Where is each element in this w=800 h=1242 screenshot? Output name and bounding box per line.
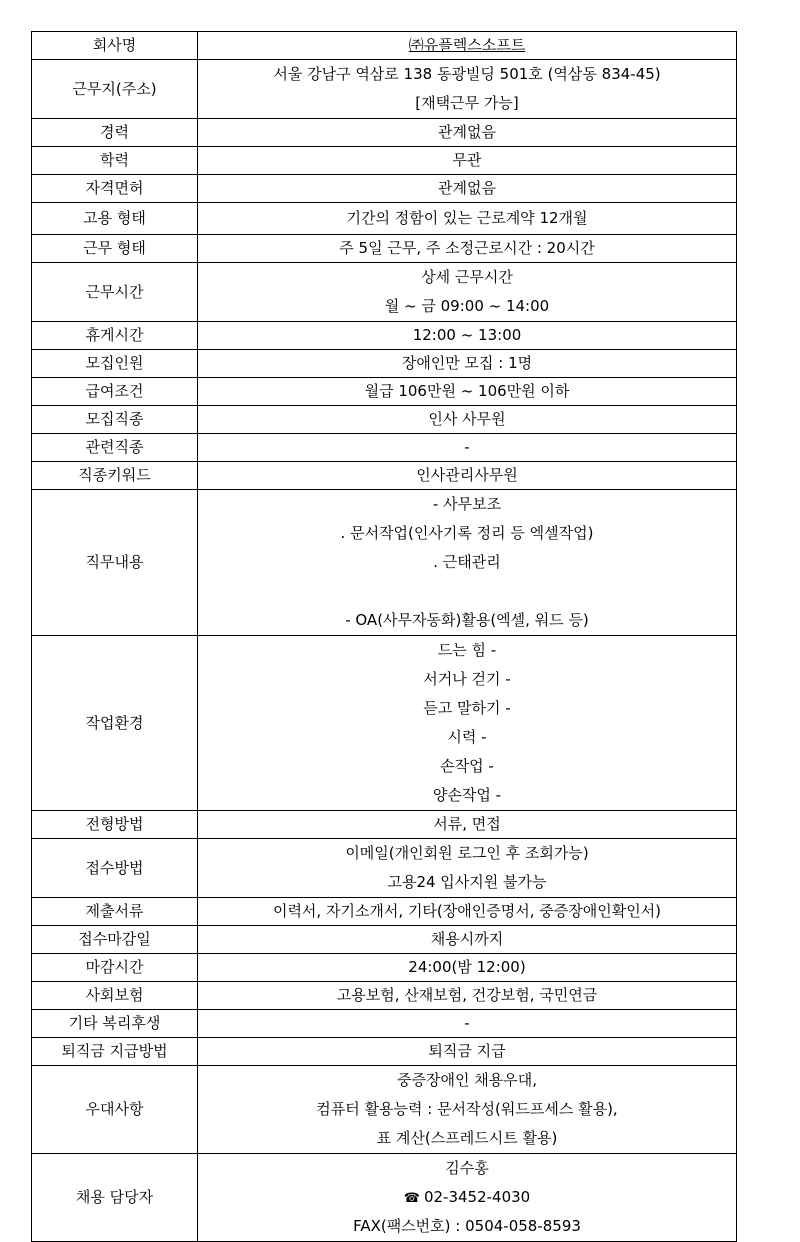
row-address	[32, 60, 737, 119]
value-work-environment	[198, 636, 737, 811]
value-insurance: 고용보험, 산재보험, 건강보험, 국민연금	[198, 982, 737, 1010]
row-job-description	[32, 490, 737, 636]
row-company	[32, 32, 737, 60]
value-education: 무관	[198, 147, 737, 175]
label-related-job: 관련직종	[32, 434, 198, 462]
duty-line: . 문서작업(인사기록 정리 등 엑셀작업)	[340, 524, 594, 542]
label-contact: 채용 담당자	[32, 1154, 198, 1242]
preference-line: 컴퓨터 활용능력 : 문서작성(워드프세스 활용),	[316, 1100, 618, 1118]
contact-name: 김수홍	[445, 1159, 489, 1177]
label-preference: 우대사항	[32, 1066, 198, 1154]
label-job-keyword: 직종키워드	[32, 462, 198, 490]
application-line: 이메일(개인회원 로그인 후 조회가능)	[345, 844, 589, 862]
label-job-description: 직무내용	[32, 490, 198, 636]
value-closing-time: 24:00(밤 12:00)	[198, 954, 737, 982]
value-selection-method: 서류, 면접	[198, 811, 737, 839]
label-salary: 급여조건	[32, 378, 198, 406]
value-headcount: 장애인만 모집 : 1명	[198, 350, 737, 378]
environment-line: 손작업 -	[440, 757, 494, 775]
telephone-icon: ☎	[403, 1191, 420, 1206]
row-related-job	[32, 434, 737, 462]
value-documents: 이력서, 자기소개서, 기타(장애인증명서, 중증장애인확인서)	[198, 898, 737, 926]
row-insurance	[32, 982, 737, 1010]
value-job-keyword: 인사관리사무원	[198, 462, 737, 490]
duty-line: - 사무보조	[432, 495, 502, 513]
label-deadline: 접수마감일	[32, 926, 198, 954]
row-break-time	[32, 322, 737, 350]
application-line: 고용24 입사지원 불가능	[387, 873, 547, 891]
contact-phone-line	[202, 1183, 732, 1212]
row-application-method	[32, 839, 737, 898]
row-work-hours	[32, 263, 737, 322]
row-job-keyword	[32, 462, 737, 490]
row-closing-time	[32, 954, 737, 982]
value-address	[198, 60, 737, 119]
row-contact	[32, 1154, 737, 1242]
value-job-description	[198, 490, 737, 636]
preference-line: 표 계산(스프레드시트 활용)	[376, 1129, 558, 1147]
row-severance	[32, 1038, 737, 1066]
label-welfare: 기타 복리후생	[32, 1010, 198, 1038]
duty-line: - OA(사무자동화)활용(엑셀, 워드 등)	[345, 611, 589, 629]
row-job-category	[32, 406, 737, 434]
value-work-type: 주 5일 근무, 주 소정근로시간 : 20시간	[198, 235, 737, 263]
row-experience	[32, 119, 737, 147]
label-job-category: 모집직종	[32, 406, 198, 434]
value-deadline: 채용시까지	[198, 926, 737, 954]
remote-note: [재택근무 가능]	[415, 94, 519, 112]
duty-blank-line	[202, 577, 732, 606]
company-name: ㈜유플렉스소프트	[408, 36, 526, 54]
label-address: 근무지(주소)	[32, 60, 198, 119]
value-severance: 퇴직금 지급	[198, 1038, 737, 1066]
row-welfare	[32, 1010, 737, 1038]
label-employment-type: 고용 형태	[32, 203, 198, 235]
row-education	[32, 147, 737, 175]
row-selection-method	[32, 811, 737, 839]
label-license: 자격면허	[32, 175, 198, 203]
label-closing-time: 마감시간	[32, 954, 198, 982]
environment-line: 서거나 걷기 -	[423, 670, 511, 688]
work-hours-detail: 월 ~ 금 09:00 ~ 14:00	[384, 297, 550, 315]
row-documents	[32, 898, 737, 926]
row-headcount	[32, 350, 737, 378]
row-license	[32, 175, 737, 203]
value-preference	[198, 1066, 737, 1154]
row-preference	[32, 1066, 737, 1154]
contact-phone: 02-3452-4030	[423, 1188, 531, 1206]
value-related-job: -	[198, 434, 737, 462]
row-employment-type	[32, 203, 737, 235]
environment-line: 양손작업 -	[432, 786, 502, 804]
address-line: 서울 강남구 역삼로 138 동광빌딩 501호 (역삼동 834-45)	[273, 65, 661, 83]
value-employment-type: 기간의 정함이 있는 근로계약 12개월	[198, 203, 737, 235]
value-application-method	[198, 839, 737, 898]
value-experience: 관계없음	[198, 119, 737, 147]
value-welfare: -	[198, 1010, 737, 1038]
label-work-environment: 작업환경	[32, 636, 198, 811]
label-education: 학력	[32, 147, 198, 175]
row-work-environment	[32, 636, 737, 811]
label-application-method: 접수방법	[32, 839, 198, 898]
label-severance: 퇴직금 지급방법	[32, 1038, 198, 1066]
value-license: 관계없음	[198, 175, 737, 203]
environment-line: 시력 -	[447, 728, 487, 746]
environment-line: 듣고 말하기 -	[423, 699, 511, 717]
label-experience: 경력	[32, 119, 198, 147]
row-salary	[32, 378, 737, 406]
duty-line: . 근태관리	[433, 553, 501, 571]
label-insurance: 사회보험	[32, 982, 198, 1010]
row-deadline	[32, 926, 737, 954]
work-hours-title: 상세 근무시간	[421, 268, 513, 286]
label-break-time: 휴게시간	[32, 322, 198, 350]
label-work-type: 근무 형태	[32, 235, 198, 263]
environment-line: 드는 힘 -	[437, 641, 497, 659]
preference-line: 중증장애인 채용우대,	[397, 1071, 537, 1089]
value-contact	[198, 1154, 737, 1242]
label-company: 회사명	[32, 32, 198, 60]
label-headcount: 모집인원	[32, 350, 198, 378]
value-salary: 월급 106만원 ~ 106만원 이하	[198, 378, 737, 406]
label-selection-method: 전형방법	[32, 811, 198, 839]
label-work-hours: 근무시간	[32, 263, 198, 322]
value-break-time: 12:00 ~ 13:00	[198, 322, 737, 350]
value-job-category: 인사 사무원	[198, 406, 737, 434]
label-documents: 제출서류	[32, 898, 198, 926]
contact-fax: FAX(팩스번호) : 0504-058-8593	[353, 1217, 581, 1235]
job-info-table	[31, 31, 737, 1242]
value-company	[198, 32, 737, 60]
value-work-hours	[198, 263, 737, 322]
row-work-type	[32, 235, 737, 263]
